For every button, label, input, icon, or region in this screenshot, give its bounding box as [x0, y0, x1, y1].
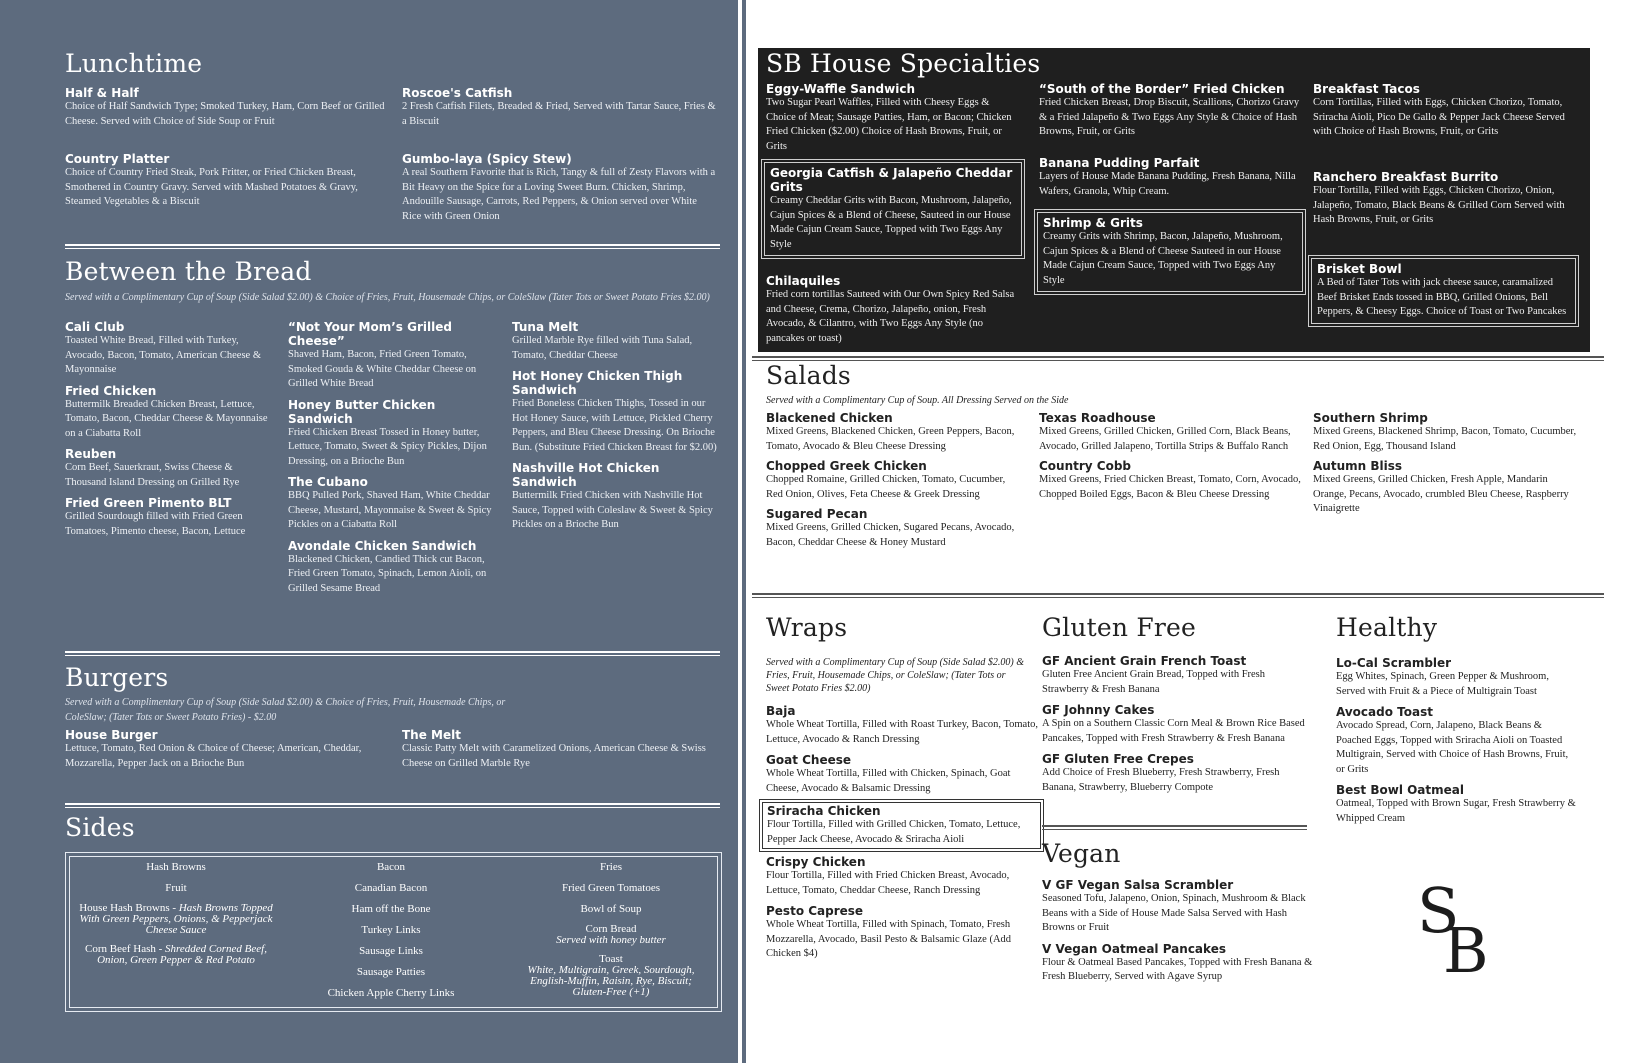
menu-item: [288, 398, 496, 470]
item-name: Country Platter: [65, 152, 170, 166]
item-desc: Mixed Greens, Blackened Shrimp, Bacon, Tomato, Cucumber, Red Onion, Egg, Thousand Island: [1313, 426, 1577, 452]
item-name: Sugared Pecan: [766, 507, 868, 521]
item-name: Roscoe's Catfish: [402, 86, 513, 100]
item-name: Eggy-Waffle Sandwich: [766, 82, 915, 96]
menu-item: [65, 320, 275, 378]
item-desc: Mixed Greens, Grilled Chicken, Fresh Apple, Mandarin Orange, Pecans, Avocado, crumbled Bleu Cheese, Raspberry Vinaigrette: [1313, 474, 1569, 514]
bread-col-2: [288, 320, 496, 596]
item-name: V Vegan Oatmeal Pancakes: [1042, 941, 1226, 956]
item-desc: Avocado Spread, Corn, Jalapeno, Black Beans & Poached Eggs, Topped with Sriracha Aioli on Toasted Multigrain, Served with Choice of Hash Browns, Fruit, or Grits: [1336, 720, 1569, 775]
lunchtime-title: Lunchtime: [65, 49, 203, 78]
menu-item: [1336, 705, 1576, 777]
side-item-label: Toast: [599, 953, 623, 965]
item-desc: 2 Fresh Catfish Filets, Breaded & Fried, Served with Tartar Sauce, Fries & a Biscuit: [402, 101, 716, 127]
item-desc: Shaved Ham, Bacon, Fried Green Tomato, Smoked Gouda & White Cheddar Cheese on Grilled White Bread: [288, 349, 477, 389]
item-desc: Flour Tortilla, Filled with Grilled Chicken, Tomato, Lettuce, Pepper Jack Cheese, Avocado & Sriracha Aioli: [767, 819, 1021, 845]
item-desc: Fried corn tortillas Sauteed with Our Own Spicy Red Salsa and Cheese, Crema, Chorizo, Jalapeño, onion, Fresh Avocado, & Cilantro, with Two Eggs Any Style (no pancakes or toast): [766, 289, 1015, 344]
section-divider: [1042, 825, 1307, 830]
item-desc: Corn Tortillas, Filled with Eggs, Chicken Chorizo, Tomato, Sriracha Aioli, Pico De Gallo & Pepper Jack Cheese Served with Choice of Hash Browns, Fruit, or Grits: [1313, 97, 1565, 137]
item-name: Brisket Bowl: [1317, 262, 1402, 276]
menu-item: [1336, 656, 1576, 699]
healthy-title: Healthy: [1336, 613, 1438, 642]
menu-item: [512, 369, 720, 455]
menu-item: [65, 447, 275, 490]
side-item: Fried Green Tomatoes: [561, 882, 660, 894]
menu-item: [1313, 459, 1578, 517]
sides-col-3: [516, 861, 706, 1006]
wraps-title: Wraps: [766, 613, 848, 642]
side-item: Fruit: [165, 882, 187, 894]
item-name: Shrimp & Grits: [1043, 216, 1143, 230]
menu-item: [1039, 411, 1304, 454]
item-name: Nashville Hot Chicken Sandwich: [512, 461, 660, 489]
item-desc: Choice of Country Fried Steak, Pork Fritter, or Fried Chicken Breast, Smothered in Country Gravy. Served with Mashed Potatoes & Gravy, Steamed Vegetables & a Biscuit: [65, 167, 358, 207]
item-desc: Whole Wheat Tortilla, Filled with Chicken, Spinach, Goat Cheese, Avocado & Balsamic Dressing: [766, 768, 1011, 794]
menu-item: [766, 855, 1041, 898]
section-divider: [65, 803, 720, 808]
side-item: Turkey Links: [361, 924, 421, 936]
item-name: House Burger: [65, 728, 158, 742]
item-desc: Flour Tortilla, Filled with Fried Chicken Breast, Avocado, Lettuce, Tomato, Cheddar Cheese, Ranch Dressing: [766, 870, 1010, 896]
item-desc: Fried Boneless Chicken Thighs, Tossed in our Hot Honey Sauce, with Lettuce, Pickled Cherry Peppers, and Bleu Cheese Dressing. On Brioche Bun. (Substitute Fried Chicken Breast for $2.00): [512, 398, 717, 453]
item-desc: Add Choice of Fresh Blueberry, Fresh Strawberry, Fresh Banana, Strawberry, Blueberry Compote: [1042, 767, 1280, 793]
item-name: “Not Your Mom’s Grilled Cheese”: [288, 320, 452, 348]
side-item: Sausage Links: [359, 945, 423, 957]
section-divider: [65, 651, 720, 656]
side-item-label: Corn Beef Hash -: [85, 943, 166, 955]
item-name: Baja: [766, 704, 796, 718]
bread-col-3: [512, 320, 720, 533]
side-item: Canadian Bacon: [354, 882, 428, 894]
side-item: [76, 944, 276, 966]
item-desc: Flour & Oatmeal Based Pancakes, Topped with Fresh Banana & Fresh Blueberry, Served with Agave Syrup: [1042, 956, 1313, 982]
item-name: Reuben: [65, 447, 117, 461]
menu-item-highlight: [764, 162, 1022, 256]
item-name: Tuna Melt: [512, 320, 579, 334]
salads-col-2: [1039, 411, 1304, 502]
gluten-free-col: [1042, 654, 1312, 795]
side-item-label: House Hash Browns -: [79, 902, 179, 914]
item-name: Pesto Caprese: [766, 904, 864, 918]
menu-item: [1039, 156, 1304, 199]
item-desc: Mixed Greens, Fried Chicken Breast, Tomato, Corn, Avocado, Chopped Boiled Eggs, Bacon & Bleu Cheese Dressing: [1039, 474, 1301, 500]
item-name: Breakfast Tacos: [1313, 82, 1420, 96]
item-name: Georgia Catfish & Jalapeño Cheddar Grits: [770, 166, 1013, 194]
side-item-note: Hash Browns Topped With Green Peppers, Onions, & Pepperjack Cheese Sauce: [79, 902, 273, 936]
side-item: [516, 954, 706, 998]
salads-col-1: [766, 411, 1021, 550]
sb-logo: [1417, 874, 1507, 990]
side-item-label: Corn Bread: [585, 923, 637, 935]
salads-title: Salads: [766, 361, 851, 390]
menu-item: [766, 904, 1041, 962]
specialties-box: [758, 48, 1590, 352]
item-name: Fried Green Pimento BLT: [65, 496, 232, 510]
menu-item: [1313, 82, 1583, 140]
item-name: Banana Pudding Parfait: [1039, 156, 1200, 170]
item-desc: Classic Patty Melt with Caramelized Onions, American Cheese & Swiss Cheese on Grilled Marble Rye: [402, 743, 706, 769]
item-name: Hot Honey Chicken Thigh Sandwich: [512, 369, 683, 397]
right-menu-panel: [752, 0, 1641, 1063]
burgers-title: Burgers: [65, 663, 169, 692]
menu-item: [766, 753, 1041, 796]
item-desc: Seasoned Tofu, Jalapeno, Onion, Spinach, Mushroom & Black Beans with a Side of House Made Salsa Served with Hash Browns or Fruit: [1042, 893, 1306, 933]
item-desc: Corn Beef, Sauerkraut, Swiss Cheese & Thousand Island Dressing on Grilled Rye: [65, 462, 240, 488]
item-name: Chilaquiles: [766, 274, 841, 288]
menu-item: [1042, 654, 1312, 697]
vegan-col: [1042, 878, 1317, 985]
item-name: Blackened Chicken: [766, 411, 893, 425]
side-item: Fries: [600, 861, 622, 873]
item-name: “South of the Border” Fried Chicken: [1039, 82, 1285, 96]
side-item: Chicken Apple Cherry Links: [327, 987, 455, 999]
item-desc: A Bed of Tater Tots with jack cheese sauce, caramalized Beef Brisket Ends tossed in BBQ, Grilled Onions, Bell Peppers, & Cheesy Eggs. Choice of Toast or Two Pancakes: [1317, 277, 1567, 317]
item-name: The Cubano: [288, 475, 368, 489]
menu-item: [288, 320, 496, 392]
item-name: Best Bowl Oatmeal: [1336, 783, 1464, 797]
sides-col-1: [76, 861, 276, 974]
item-name: GF Ancient Grain French Toast: [1042, 654, 1247, 668]
item-desc: Oatmeal, Topped with Brown Sugar, Fresh Strawberry & Whipped Cream: [1336, 798, 1576, 824]
item-name: Goat Cheese: [766, 753, 852, 767]
between-bread-note: Served with a Complimentary Cup of Soup (Side Salad $2.00) & Choice of Fries, Fruit, Housemade Chips, or ColeSlaw (Tater Tots or Sweet Potato Fries $2.00): [65, 292, 710, 303]
item-desc: BBQ Pulled Pork, Shaved Ham, White Cheddar Cheese, Mustard, Mayonnaise & Sweet & Spicy Pickles on a Ciabatta Roll: [288, 490, 492, 530]
item-desc: Mixed Greens, Grilled Chicken, Sugared Pecans, Avocado, Bacon, Cheddar Cheese & Honey Mustard: [766, 522, 1015, 548]
menu-item: [766, 411, 1021, 454]
menu-item: [65, 152, 385, 210]
item-desc: Flour Tortilla, Filled with Eggs, Chicken Chorizo, Onion, Jalapeño, Tomato, Black Beans & Grilled Corn Served with Hash Browns, Fruit, or Grits: [1313, 185, 1565, 225]
item-desc: Buttermilk Fried Chicken with Nashville Hot Sauce, Topped with Coleslaw & Sweet & Spicy Pickles on a Brioche Bun: [512, 490, 713, 530]
menu-item: [512, 461, 720, 533]
item-name: V GF Vegan Salsa Scrambler: [1042, 878, 1234, 892]
item-desc: Fried Chicken Breast, Drop Biscuit, Scallions, Chorizo Gravy & a Fried Jalapeño & Two Eggs Any Style & Choice of Hash Browns, Fruit, or Grits: [1039, 97, 1300, 137]
item-name: Avondale Chicken Sandwich: [288, 538, 477, 553]
section-divider: [65, 244, 720, 249]
wraps-note: Served with a Complimentary Cup of Soup (Side Salad $2.00) & Fries, Fruit, Housemade Chips, or ColeSlaw; (Tater Tots or Sweet Potato Fries $2.00): [766, 657, 1025, 694]
item-desc: Layers of House Made Banana Pudding, Fresh Banana, Nilla Wafers, Granola, Whip Cream.: [1039, 171, 1296, 197]
item-name: Chopped Greek Chicken: [766, 459, 927, 473]
menu-item: [1042, 942, 1317, 985]
sides-title: Sides: [65, 813, 135, 842]
menu-item: [288, 475, 496, 533]
menu-item: [65, 384, 275, 442]
side-item: Hash Browns: [146, 861, 206, 873]
item-name: Southern Shrimp: [1313, 411, 1428, 425]
item-desc: Toasted White Bread, Filled with Turkey, Avocado, Bacon, Tomato, American Cheese & Mayonnaise: [65, 335, 261, 375]
sides-col-2: [296, 861, 486, 1008]
item-name: Autumn Bliss: [1313, 459, 1402, 473]
menu-item-highlight: [762, 802, 1041, 849]
menu-item: [1039, 82, 1304, 140]
item-desc: Fried Chicken Breast Tossed in Honey butter, Lettuce, Tomato, Sweet & Spicy Pickles, Dijon Dressing, on a Brioche Bun: [288, 426, 487, 467]
menu-item: [766, 704, 1041, 747]
logo-letter-s: S: [1417, 874, 1460, 947]
specialties-title: SB House Specialties: [766, 49, 1041, 78]
menu-item: [766, 459, 1021, 502]
menu-item: [65, 86, 385, 129]
item-name: Cali Club: [65, 320, 125, 334]
item-desc: Mixed Greens, Blackened Chicken, Green Peppers, Bacon, Tomato, Avocado & Bleu Cheese Dressing: [766, 426, 1015, 452]
item-name: Sriracha Chicken: [767, 804, 881, 818]
item-desc: Creamy Cheddar Grits with Bacon, Mushroom, Jalapeño, Cajun Spices & a Blend of Cheese, Sauteed in our House Made Cajun Cream Sauce, Topped with Two Eggs Any Style: [770, 195, 1012, 250]
item-desc: A Spin on a Southern Classic Corn Meal & Brown Rice Based Pancakes, Topped with Fresh Strawberry & Fresh Banana: [1042, 718, 1305, 744]
item-name: Honey Butter Chicken Sandwich: [288, 397, 436, 426]
item-desc: Whole Wheat Tortilla, Filled with Spinach, Tomato, Fresh Mozzarella, Avocado, Basil Pesto & Balsamic Glaze (Add Chicken $4): [766, 919, 1012, 959]
menu-item: [766, 274, 1024, 346]
item-name: Ranchero Breakfast Burrito: [1313, 170, 1499, 184]
vegan-title: Vegan: [1042, 839, 1121, 868]
menu-item: [1042, 878, 1317, 936]
sides-box: [65, 852, 722, 1012]
salads-note: Served with a Complimentary Cup of Soup. All Dressing Served on the Side: [766, 395, 1069, 406]
between-bread-title: Between the Bread: [65, 257, 312, 286]
side-item: [516, 924, 706, 946]
menu-item: [1313, 411, 1578, 454]
burgers-note: Served with a Complimentary Cup of Soup (Side Salad $2.00) & Choice of Fries, Fruit, Housemade Chips, or ColeSlaw; (Tater Tots or Sweet Potato Fries) - $2.00: [65, 697, 506, 723]
item-name: GF Gluten Free Crepes: [1042, 752, 1194, 766]
wraps-col: [766, 704, 1041, 962]
menu-item: [65, 728, 365, 771]
item-name: Texas Roadhouse: [1039, 411, 1156, 425]
item-name: GF Johnny Cakes: [1042, 703, 1155, 717]
menu-item: [1042, 703, 1312, 746]
item-desc: Lettuce, Tomato, Red Onion & Choice of Cheese; American, Cheddar, Mozzarella, Pepper Jack on a Brioche Bun: [65, 743, 362, 769]
item-desc: Mixed Greens, Grilled Chicken, Grilled Corn, Black Beans, Avocado, Grilled Jalapeno, Tortilla Strips & Buffalo Ranch: [1039, 426, 1291, 452]
side-item: Sausage Patties: [356, 966, 426, 978]
item-desc: Blackened Chicken, Candied Thick cut Bacon, Fried Green Tomato, Spinach, Lemon Aioli, on Grilled Sesame Bread: [288, 553, 487, 594]
item-name: Gumbo-laya (Spicy Stew): [402, 152, 572, 166]
item-name: Country Cobb: [1039, 459, 1132, 473]
healthy-col: [1336, 656, 1576, 826]
menu-item: [766, 82, 1021, 154]
item-desc: Gluten Free Ancient Grain Bread, Topped with Fresh Strawberry & Fresh Banana: [1042, 669, 1266, 695]
menu-item: [1313, 170, 1583, 228]
item-desc: Grilled Sourdough filled with Fried Green Tomatoes, Pimento cheese, Bacon, Lettuce: [65, 511, 246, 537]
item-desc: Chopped Romaine, Grilled Chicken, Tomato, Cucumber, Red Onion, Olives, Feta Cheese & Greek Dressing: [766, 474, 1006, 500]
item-name: The Melt: [402, 728, 461, 742]
side-item: Ham off the Bone: [351, 903, 431, 915]
menu-item-highlight: [1037, 212, 1303, 292]
menu-item: [1039, 459, 1304, 502]
item-name: Half & Half: [65, 86, 139, 100]
gluten-free-title: Gluten Free: [1042, 613, 1197, 642]
menu-item-highlight: [1311, 258, 1576, 324]
side-item: [76, 903, 276, 936]
item-name: Crispy Chicken: [766, 855, 866, 869]
side-item: Bacon: [376, 861, 406, 873]
logo-letter-b: B: [1443, 914, 1489, 987]
panel-divider: [742, 0, 746, 1063]
side-item-note: Served with honey butter: [556, 934, 666, 946]
menu-item: [402, 152, 717, 224]
menu-item: [402, 728, 717, 771]
side-item-note: White, Multigrain, Greek, Sourdough, English-Muffin, Raisin, Rye, Biscuit; Gluten-Free (+1): [527, 964, 695, 998]
side-item: Bowl of Soup: [580, 903, 642, 915]
item-desc: A real Southern Favorite that is Rich, Tangy & full of Zesty Flavors with a Bit Heavy on the Spice for a Loving Sweet Burn. Chicken, Shrimp, Andouille Sausage, Carrots, Red Peppers, & Onion served over White Rice with Green Onion: [402, 167, 716, 222]
section-divider: [752, 356, 1604, 361]
bread-col-1: [65, 320, 275, 539]
side-item-note: Shredded Corned Beef, Onion, Green Pepper & Red Potato: [97, 943, 267, 966]
menu-item: [402, 86, 717, 129]
item-desc: Whole Wheat Tortilla, Filled with Roast Turkey, Bacon, Tomato, Lettuce, Avocado & Ranch Dressing: [766, 719, 1038, 745]
item-desc: Grilled Marble Rye filled with Tuna Salad, Tomato, Cheddar Cheese: [512, 335, 693, 361]
menu-item: [512, 320, 720, 363]
item-desc: Egg Whites, Spinach, Green Pepper & Mushroom, Served with Fruit & a Piece of Multigrain Toast: [1336, 671, 1549, 697]
menu-item: [1042, 752, 1312, 795]
menu-item: [1336, 783, 1576, 826]
item-name: Avocado Toast: [1336, 705, 1433, 719]
item-desc: Choice of Half Sandwich Type; Smoked Turkey, Ham, Corn Beef or Grilled Cheese. Served with Choice of Side Soup or Fruit: [65, 101, 385, 127]
item-desc: Two Sugar Pearl Waffles, Filled with Cheesy Eggs & Choice of Meat; Sausage Patties, Ham, or Bacon; Chicken Fried Chicken ($2.00) Choice of Hash Browns, Fruit, or Grits: [766, 97, 1012, 152]
item-name: Lo-Cal Scrambler: [1336, 656, 1452, 670]
menu-item: [766, 507, 1021, 550]
salads-col-3: [1313, 411, 1578, 517]
item-desc: Buttermilk Breaded Chicken Breast, Lettuce, Tomato, Bacon, Cheddar Cheese & Mayonnaise on a Ciabatta Roll: [65, 398, 268, 439]
menu-item: [65, 496, 275, 539]
left-menu-panel: [0, 0, 738, 1063]
section-divider: [752, 593, 1604, 598]
item-desc: Creamy Grits with Shrimp, Bacon, Jalapeño, Mushroom, Cajun Spices & a Blend of Cheese Sauteed in our House Made Cajun Cream Sauce, Topped with Two Eggs Any Style: [1043, 231, 1283, 286]
menu-item: [288, 539, 496, 597]
item-name: Fried Chicken: [65, 383, 157, 398]
